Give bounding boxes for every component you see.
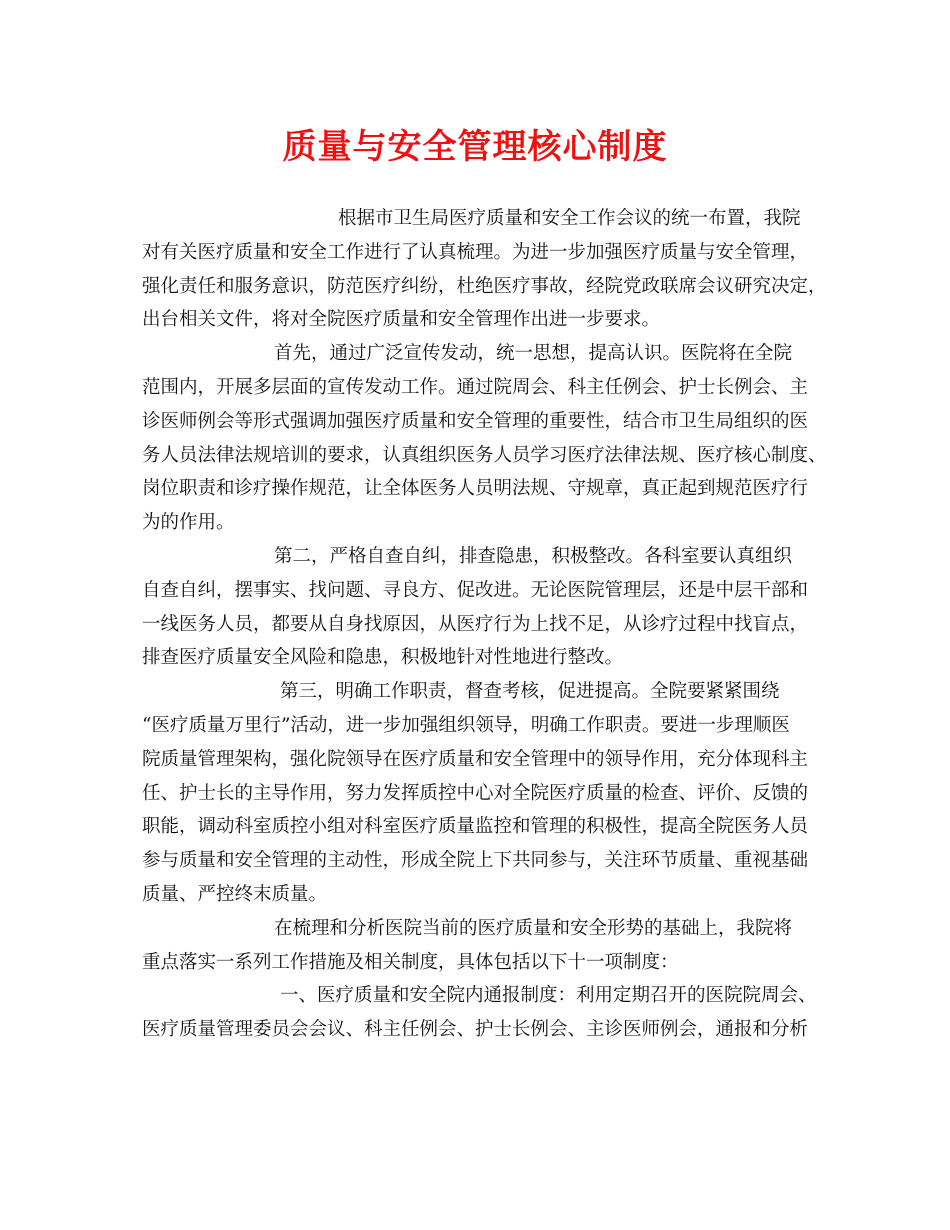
paragraph-item-one — [142, 979, 842, 1047]
paragraph-measures — [142, 912, 842, 980]
text-line: 一线医务人员，都要从自身找原因，从医疗行为上找不足，从诊疗过程中找盲点， — [142, 613, 809, 635]
text-line: 任、护士长的主导作用，努力发挥质控中心对全院医疗质量的检查、评价、反馈的 — [142, 782, 809, 804]
paragraph-intro — [142, 202, 842, 337]
paragraph-first — [142, 337, 842, 540]
text-line: 岗位职责和诊疗操作规范，让全体医务人员明法规、守规章，真正起到规范医疗行 — [142, 478, 809, 500]
document-body — [142, 202, 842, 1047]
text-line: 对有关医疗质量和安全工作进行了认真梳理。为进一步加强医疗质量与安全管理， — [142, 241, 809, 263]
text-line: 院质量管理架构，强化院领导在医疗质量和安全管理中的领导作用，充分体现科主 — [142, 748, 809, 770]
paragraph-second — [142, 540, 842, 675]
text-line: 首先，通过广泛宣传发动，统一思想，提高认识。医院将在全院 — [274, 343, 793, 365]
text-line: 第二，严格自查自纠，排查隐患，积极整改。各科室要认真组织 — [274, 545, 793, 567]
text-line: 强化责任和服务意识，防范医疗纠纷，杜绝医疗事故，经院党政联席会议研究决定， — [142, 275, 827, 297]
text-line: 第三，明确工作职责，督查考核，促进提高。全院要紧紧围绕 — [280, 681, 780, 703]
text-line: 范围内，开展多层面的宣传发动工作。通过院周会、科主任例会、护士长例会、主 — [142, 376, 809, 398]
text-line: 质量、严控终末质量。 — [142, 883, 328, 905]
document-title: 质量与安全管理核心制度 — [282, 127, 668, 167]
text-line: 参与质量和安全管理的主动性，形成全院上下共同参与，关注环节质量、重视基础 — [142, 850, 809, 872]
paragraph-third — [142, 675, 842, 912]
text-line: 出台相关文件，将对全院医疗质量和安全管理作出进一步要求。 — [142, 309, 661, 331]
text-line: 根据市卫生局医疗质量和安全工作会议的统一布置，我院 — [338, 208, 801, 229]
text-line: 为的作用。 — [142, 512, 235, 534]
text-line: 重点落实一系列工作措施及相关制度，具体包括以下十一项制度： — [142, 951, 679, 973]
text-line: 自查自纠，摆事实、找问题、寻良方、促改进。无论医院管理层，还是中层干部和 — [142, 579, 809, 601]
text-line: 排查医疗质量安全风险和隐患，积极地针对性地进行整改。 — [142, 647, 624, 669]
text-line: 医疗质量管理委员会会议、科主任例会、护士长例会、主诊医师例会，通报和分析 — [142, 1019, 809, 1041]
text-line: 务人员法律法规培训的要求，认真组织医务人员学习医疗法律法规、医疗核心制度、 — [142, 444, 827, 466]
text-line: 职能，调动科室质控小组对科室医疗质量监控和管理的积极性，提高全院医务人员 — [142, 816, 809, 838]
text-line: 在梳理和分析医院当前的医疗质量和安全形势的基础上，我院将 — [274, 917, 793, 939]
text-line: 诊医师例会等形式强调加强医疗质量和安全管理的重要性，结合市卫生局组织的医 — [142, 410, 809, 432]
text-line: 一、医疗质量和安全院内通报制度：利用定期召开的医院院周会、 — [280, 985, 817, 1007]
text-line: “医疗质量万里行”活动，进一步加强组织领导，明确工作职责。要进一步理顺医 — [142, 714, 790, 736]
